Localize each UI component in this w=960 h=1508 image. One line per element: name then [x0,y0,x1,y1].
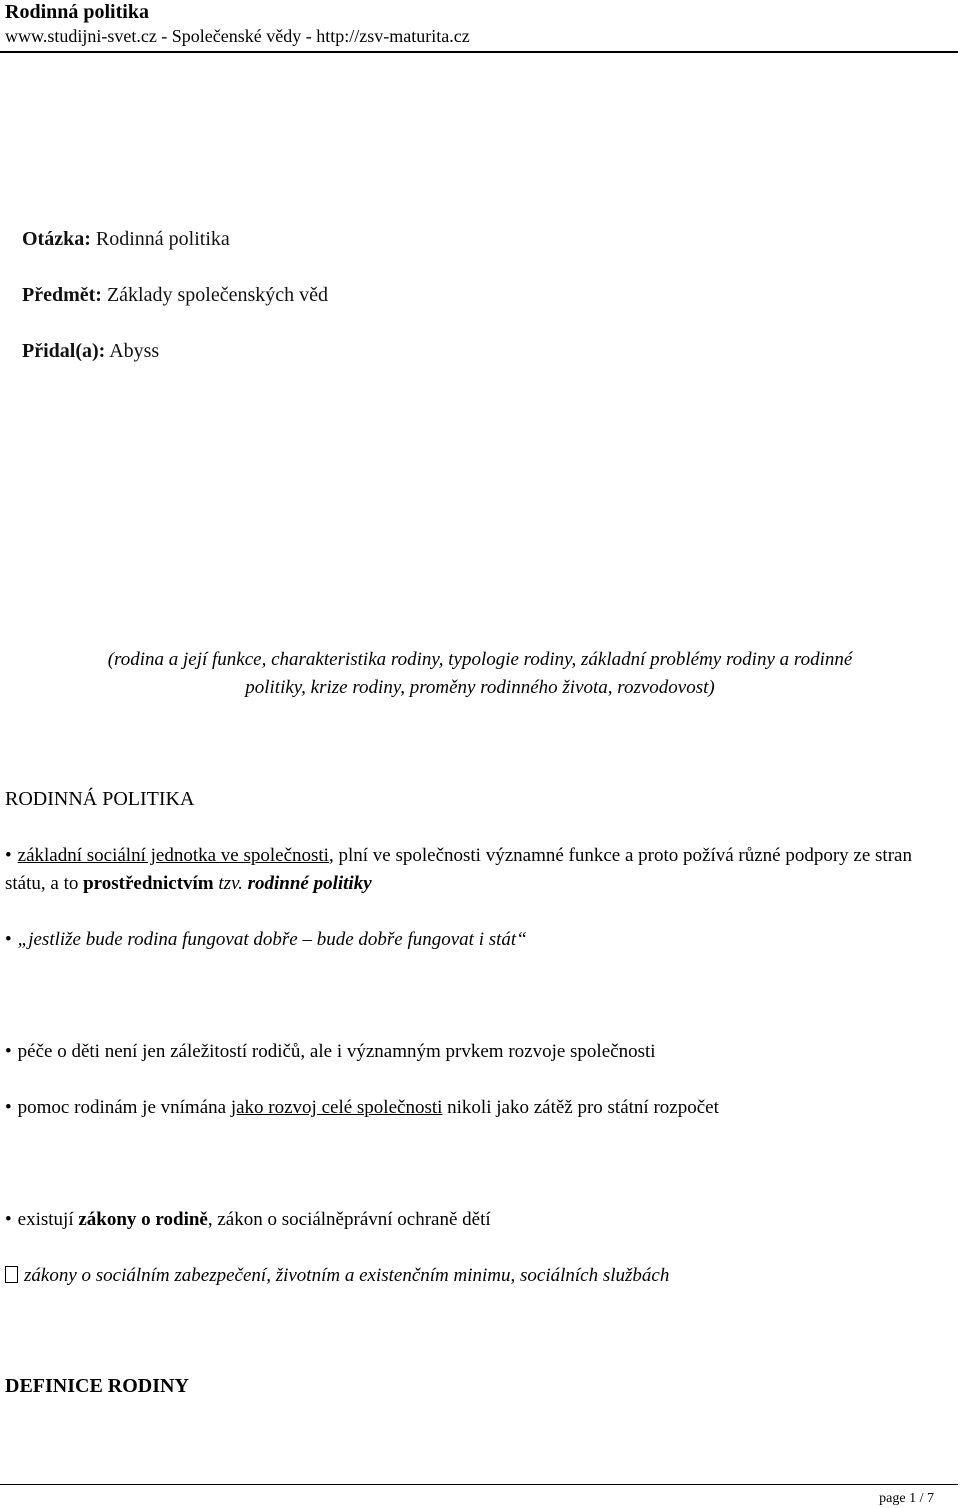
bullet-item-2 [5,926,940,954]
meta-question [22,227,230,251]
bullet-icon: • [5,929,12,950]
meta-author-label: Přidal(a): [22,340,106,362]
underlined-phrase: jako rozvoj celé společnosti [230,1097,443,1118]
bold-italic-phrase: rodinné politiky [247,873,372,894]
section-title-definice-rodiny: DEFINICE RODINY [5,1375,189,1397]
quote-text: „jestliže bude rodina fungovat dobře – bude dobře fungovat i stát“ [17,929,527,950]
meta-subject-label: Předmět: [22,284,102,306]
meta-question-label: Otázka: [22,228,91,250]
bullet-item-3 [5,1038,940,1066]
paragraph-text: existují [17,1209,79,1230]
bold-phrase: zákony o rodině [78,1209,208,1230]
bullet-icon: • [5,845,12,866]
paragraph-text: pomoc rodinám je vnímána [17,1097,231,1118]
arrow-item [5,1262,940,1290]
bullet-item-5 [5,1206,940,1234]
meta-subject [22,283,328,307]
paragraph-text: péče o děti není jen záležitostí rodičů, ale i významným prvkem rozvoje společnosti [17,1041,656,1062]
site-line: www.studijni-svet.cz - Společenské vědy - http://zsv-maturita.cz [5,26,470,46]
meta-author-value: Abyss [105,340,160,362]
bullet-icon: • [5,1209,12,1230]
bullet-icon: • [5,1041,12,1062]
meta-subject-value: Základy společenských věd [101,284,328,306]
underlined-phrase: základní sociální jednotka ve společnosti [17,845,329,866]
bullet-icon: • [5,1097,12,1118]
footer-divider [0,1484,958,1485]
topics-summary [0,646,960,702]
paragraph-text: , zákon o sociálněprávní ochraně dětí [207,1209,491,1230]
paragraph-text: nikoli jako zátěž pro státní rozpočet [442,1097,719,1118]
page-number: page 1 / 7 [879,1491,934,1506]
paragraph-text: , plní ve společnosti významné funkce a proto požívá různé podpory ze stran státu, a to [5,845,912,894]
italic-text: zákony o sociálním zabezpečení, životním a existenčním minimu, sociálních službách [24,1265,670,1286]
section-title-rodinna-politika: RODINNÁ POLITIKA [5,788,195,810]
bold-phrase: prostřednictvím [83,873,214,894]
meta-question-value: Rodinná politika [90,228,230,250]
topics-line-1: (rodina a její funkce, charakteristika rodiny, typologie rodiny, základní problémy rodiny a rodinné [107,649,853,670]
document-title: Rodinná politika [5,1,149,23]
meta-author [22,339,159,363]
italic-phrase: tzv. [218,873,243,894]
topics-line-2: politiky, krize rodiny, proměny rodinného života, rozvodovost) [245,677,715,698]
bullet-item-1 [5,842,940,898]
missing-glyph-icon [5,1266,18,1283]
header-divider [0,51,958,53]
bullet-item-4 [5,1094,940,1122]
